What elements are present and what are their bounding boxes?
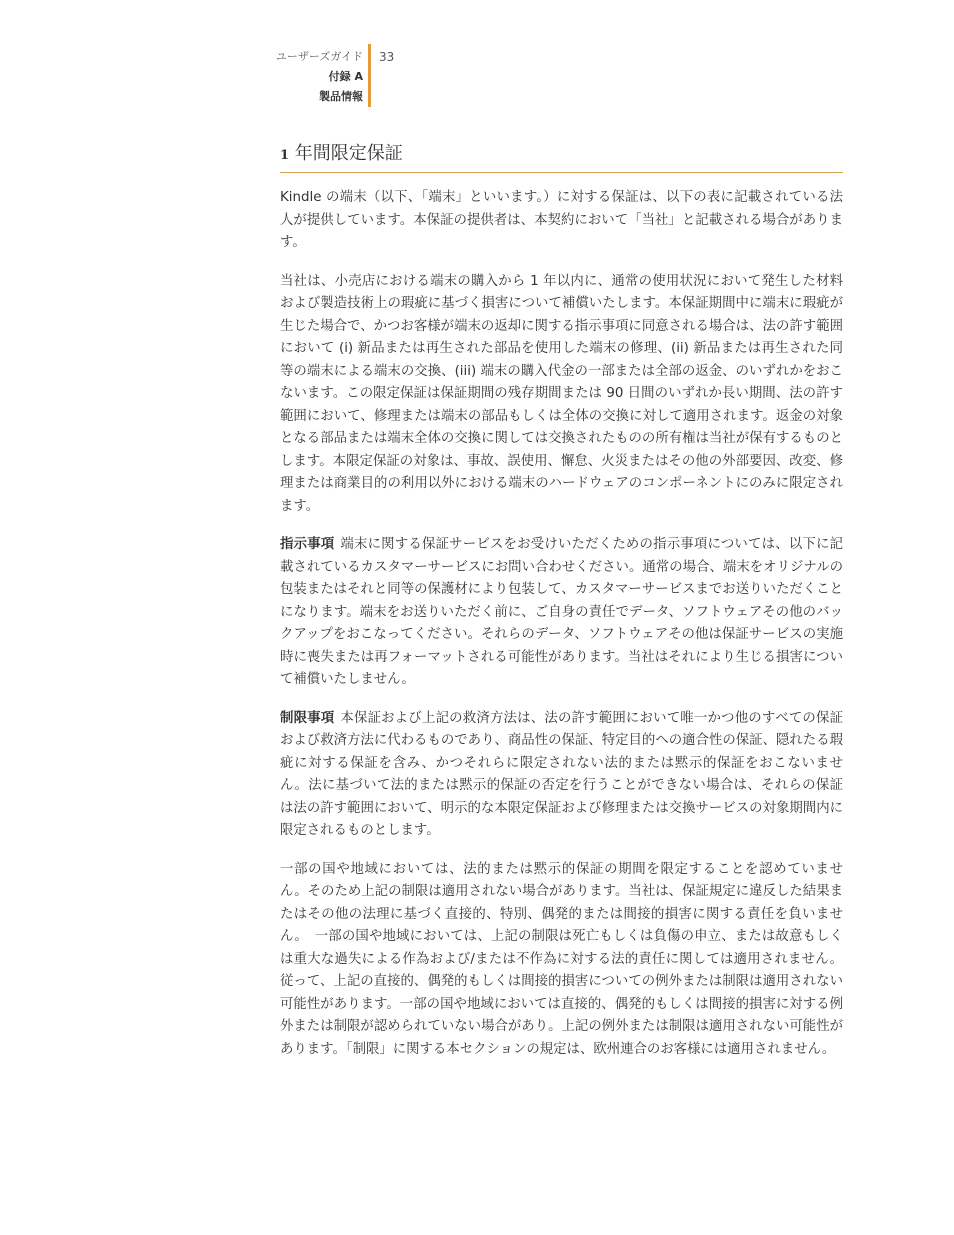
paragraph-lead: 制限事項 [280, 710, 335, 726]
title-text: 年間限定保証 [294, 143, 403, 164]
title-number: 1 [280, 148, 290, 163]
paragraph-text: 本保証および上記の救済方法は、法の許す範囲において唯一かつ他のすべての保証および救済方法に代わるものであり、商品性の保証、特定目的への適合性の保証、隠れたる瑕疵に対する保証を含み、かつそれらに限定されない法的または黙示的保証をおこないません。法に基づいて法的または黙示的保証の否定を行うことができない場合は、それらの保証は法の許す範囲において、明示的な本限定保証および修理または交換サービスの対象期間内に限定されるものとします。 [280, 710, 843, 838]
running-header [250, 47, 363, 107]
paragraph-jurisdiction [280, 859, 843, 1062]
paragraph-text: 端末に関する保証サービスをお受けいただくための指示事項については、以下に記載されているカスタマーサービスにお問い合わせください。通常の場合、端末をオリジナルの包装またはそれと同等の保護材により包装して、カスタマーサービスまでお送りいただくことになります。端末をお送りいただく前に、ご自身の責任でデータ、ソフトウェアその他のバックアップをおこなってください。それらのデータ、ソフトウェアその他は保証サービスの実施時に喪失または再フォーマットされる可能性があります。当社はそれにより生じる損害について補償いたしません。 [280, 537, 844, 687]
paragraph-limitations [280, 708, 843, 843]
document-body [280, 187, 843, 1077]
paragraph-text: 一部の国や地域においては、法的または黙示的保証の期間を限定することを認めていません。そのため上記の制限は適用されない場合があります。当社は、保証規定に違反した結果またはその他の法理に基づく直接的、特別、偶発的または間接的損害に関する責任を負いません。 一部の国や地域においては、上記の制限は死亡もしくは負傷の申立、または故意もしくは重大な過失による作為および/または不作為に対する法的責任に関しては適用されません。従って、上記の直接的、偶発的もしくは間接的損害についての例外または制限は適用されない可能性があります。一部の国や地域においては直接的、偶発的もしくは間接的損害に対する例外または制限が認められていない場合があり。上記の例外または制限は適用されない可能性があります。「制限」に関する本セクションの規定は、欧州連合のお客様には適用されません。 [280, 861, 843, 1057]
paragraph-coverage [280, 271, 843, 519]
paragraph-lead: 指示事項 [280, 537, 335, 552]
section-title [280, 140, 843, 173]
guide-label: ユーザーズガイド [275, 50, 363, 63]
header-divider [368, 44, 371, 107]
appendix-label: 付録 A [328, 70, 363, 83]
paragraph-text: 当社は、小売店における端末の購入から 1 年以内に、通常の使用状況において発生した材料および製造技術上の瑕疵に基づく損害について補償いたします。本保証期間中に端末に瑕疵が生じた場合で、かつお客様が端末の返却に関する指示事項に同意される場合は、法の許す範囲において (i) 新品または再生された部品を使用した端末の修理、(ii) 新品または再生された同等の端末による端末の交換、(iii) 端末の購入代金の一部または全部の返金、のいずれかをおこないます。この限定保証は保証期間の残存期間または 90 日間のいずれか長い期間、法の許す範囲において、修理または端末の部品もしくは全体の交換に対して適用されます。返金の対象となる部品または端末全体の交換に関しては交換されたものの所有権は当社が保有するものとします。本限定保証の対象は、事故、誤使用、懈怠、火災またはその他の外部要因、改変、修理または商業目的の利用以外における端末のハードウェアのコンポーネントにのみに限定されます。 [280, 273, 843, 514]
section-label: 製品情報 [319, 90, 363, 103]
page-number: 33 [379, 50, 395, 64]
paragraph-provider [280, 187, 843, 255]
paragraph-text: Kindle の端末（以下、「端末」といいます。）に対する保証は、以下の表に記載されている法人が提供しています。本保証の提供者は、本契約において「当社」と記載される場合があります。 [280, 190, 843, 250]
paragraph-instructions [280, 534, 843, 692]
